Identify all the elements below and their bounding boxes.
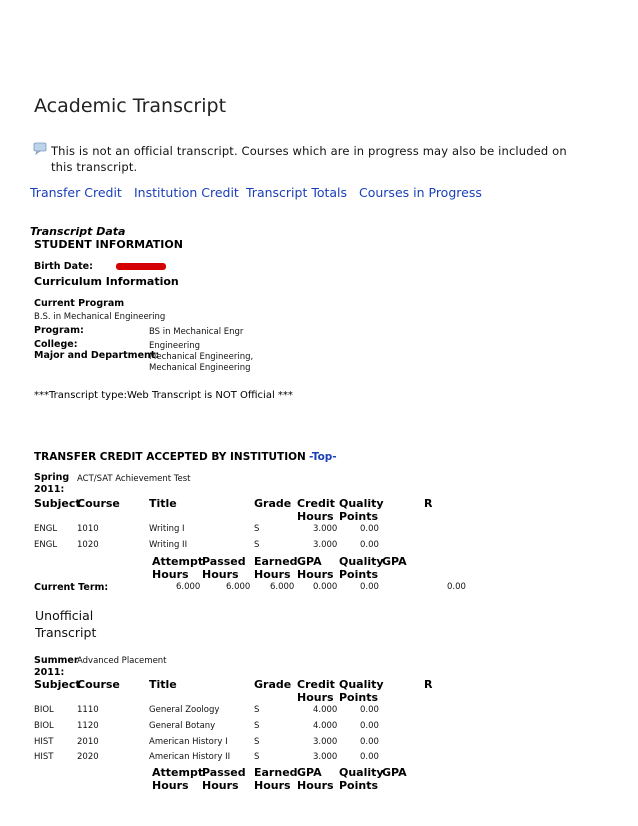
row-grade: S	[254, 737, 260, 747]
row-points: 0.00	[360, 752, 379, 762]
row-grade: S	[254, 721, 260, 731]
transfer-credit-heading: TRANSFER CREDIT ACCEPTED BY INSTITUTION	[34, 451, 306, 463]
term-summer-2011	[34, 655, 79, 679]
tot-quality-points-line1: Quality	[339, 555, 384, 568]
tot-gpa-hours-line1: GPA	[297, 766, 322, 779]
row2-subject: ENGL	[34, 540, 58, 550]
current-term-gpa: 0.00	[447, 582, 466, 592]
current-program-value: B.S. in Mechanical Engineering	[34, 312, 166, 322]
row1-hours: 3.000	[313, 524, 338, 534]
col-course: Course	[77, 678, 120, 691]
row-subject: BIOL	[34, 705, 54, 715]
row-subject: HIST	[34, 752, 54, 762]
row1-title: Writing I	[149, 524, 185, 534]
tot-gpa: GPA	[382, 555, 407, 568]
tot-passed-hours	[202, 766, 246, 792]
col-subject: Subject	[34, 497, 81, 510]
tot-gpa-hours	[297, 766, 334, 792]
unofficial-transcript-watermark	[35, 607, 96, 641]
tot-quality-points	[339, 766, 384, 792]
col-course: Course	[77, 497, 120, 510]
term-season: Spring	[34, 472, 70, 483]
tot-attempt-hours-line1: Attempt	[152, 766, 204, 779]
tot-gpa-hours-line2: Hours	[297, 779, 334, 792]
current-term-label: Current Term:	[34, 582, 109, 593]
tot-earned-hours	[254, 766, 298, 792]
tot-passed-hours-line1: Passed	[202, 766, 246, 779]
row-hours: 3.000	[313, 752, 338, 762]
tot-attempt-hours	[152, 555, 203, 581]
row-subject: BIOL	[34, 721, 54, 731]
tot-gpa-hours	[297, 555, 334, 581]
row1-grade: S	[254, 524, 260, 534]
redacted-birth-date	[116, 263, 166, 270]
row-title: American History II	[149, 752, 231, 762]
info-note-icon	[33, 141, 47, 155]
birth-date-label: Birth Date:	[34, 261, 93, 272]
tot-attempt-hours-line1: Attempt	[152, 555, 204, 568]
tot-gpa-hours-line2: Hours	[297, 568, 334, 581]
row-points: 0.00	[360, 737, 379, 747]
col-grade: Grade	[254, 678, 292, 691]
row2-title: Writing II	[149, 540, 188, 550]
row-title: General Zoology	[149, 705, 220, 715]
row-grade: S	[254, 752, 260, 762]
current-term-points: 0.00	[360, 582, 379, 592]
college-label: College:	[34, 339, 78, 350]
transfer-source: Advanced Placement	[77, 656, 167, 666]
col-credit-hours-line2: Hours	[297, 510, 334, 523]
col-quality-points	[339, 497, 384, 523]
row-course: 2010	[77, 737, 99, 747]
term-season: Summer	[34, 655, 79, 666]
tot-quality-points-line2: Points	[339, 779, 379, 792]
nav-transcript-totals[interactable]: Transcript Totals	[246, 185, 348, 200]
tot-quality-points-line2: Points	[339, 568, 379, 581]
current-term-passed: 6.000	[226, 582, 251, 592]
row1-subject: ENGL	[34, 524, 58, 534]
row1-points: 0.00	[360, 524, 379, 534]
tot-passed-hours-line2: Hours	[202, 779, 239, 792]
top-link[interactable]: -Top-	[309, 451, 337, 463]
row-points: 0.00	[360, 705, 379, 715]
tot-quality-points-line1: Quality	[339, 766, 384, 779]
tot-earned-hours	[254, 555, 298, 581]
row-subject: HIST	[34, 737, 54, 747]
unofficial-notice: This is not an official transcript. Courses which are in progress may also be included on this transcript.	[51, 144, 567, 174]
tot-earned-hours-line2: Hours	[254, 568, 291, 581]
col-quality-points-line1: Quality	[339, 497, 384, 510]
term-spring-2011	[34, 472, 69, 496]
tot-passed-hours-line2: Hours	[202, 568, 239, 581]
col-credit-hours	[297, 678, 335, 704]
row-points: 0.00	[360, 721, 379, 731]
col-title: Title	[149, 678, 177, 691]
row2-points: 0.00	[360, 540, 379, 550]
col-credit-hours-line2: Hours	[297, 691, 334, 704]
row-title: American History I	[149, 737, 228, 747]
current-program-label: Current Program	[34, 298, 125, 309]
tot-attempt-hours-line2: Hours	[152, 779, 189, 792]
row-course: 2020	[77, 752, 99, 762]
tot-quality-points	[339, 555, 384, 581]
watermark-line2: Transcript	[35, 625, 97, 640]
tot-gpa: GPA	[382, 766, 407, 779]
row2-course: 1020	[77, 540, 99, 550]
program-label: Program:	[34, 325, 84, 336]
row1-course: 1010	[77, 524, 99, 534]
transcript-data-heading: Transcript Data	[30, 225, 126, 238]
col-credit-hours-line1: Credit	[297, 678, 335, 691]
row-hours: 4.000	[313, 705, 338, 715]
major-value-line2: Mechanical Engineering	[149, 363, 251, 373]
tot-passed-hours-line1: Passed	[202, 555, 246, 568]
row-title: General Botany	[149, 721, 216, 731]
tot-earned-hours-line1: Earned	[254, 555, 298, 568]
current-term-earned: 6.000	[270, 582, 295, 592]
row2-hours: 3.000	[313, 540, 338, 550]
col-r: R	[424, 678, 433, 691]
tot-earned-hours-line2: Hours	[254, 779, 291, 792]
col-subject: Subject	[34, 678, 81, 691]
col-credit-hours	[297, 497, 335, 523]
row-course: 1110	[77, 705, 99, 715]
term-year: 2011:	[34, 667, 65, 678]
program-value: BS in Mechanical Engr	[149, 327, 244, 337]
col-r: R	[424, 497, 433, 510]
nav-courses-in-progress[interactable]: Courses in Progress	[359, 185, 482, 200]
row-hours: 4.000	[313, 721, 338, 731]
tot-attempt-hours	[152, 766, 203, 792]
row-hours: 3.000	[313, 737, 338, 747]
tot-gpa-hours-line1: GPA	[297, 555, 322, 568]
student-info-heading: STUDENT INFORMATION	[34, 238, 183, 251]
tot-earned-hours-line1: Earned	[254, 766, 298, 779]
watermark-line1: Unofficial	[35, 608, 94, 623]
curriculum-heading: Curriculum Information	[34, 275, 179, 288]
col-title: Title	[149, 497, 177, 510]
col-grade: Grade	[254, 497, 292, 510]
major-label: Major and Department:	[34, 350, 160, 361]
col-credit-hours-line1: Credit	[297, 497, 335, 510]
current-term-attempt: 6.000	[176, 582, 201, 592]
col-quality-points	[339, 678, 384, 704]
major-value-line1: Mechanical Engineering,	[149, 352, 254, 362]
transfer-source: ACT/SAT Achievement Test	[77, 474, 191, 484]
col-quality-points-line2: Points	[339, 691, 379, 704]
row-grade: S	[254, 705, 260, 715]
row-course: 1120	[77, 721, 99, 731]
tot-attempt-hours-line2: Hours	[152, 568, 189, 581]
college-value: Engineering	[149, 341, 200, 351]
row2-grade: S	[254, 540, 260, 550]
col-quality-points-line1: Quality	[339, 678, 384, 691]
nav-institution-credit[interactable]: Institution Credit	[134, 185, 239, 200]
tot-passed-hours	[202, 555, 246, 581]
page-title: Academic Transcript	[34, 95, 227, 117]
transcript-type-note: ***Transcript type:Web Transcript is NOT Official ***	[34, 390, 293, 401]
nav-transfer-credit[interactable]: Transfer Credit	[30, 185, 122, 200]
col-quality-points-line2: Points	[339, 510, 379, 523]
current-term-gpa-hours: 0.000	[313, 582, 338, 592]
term-year: 2011:	[34, 484, 65, 495]
